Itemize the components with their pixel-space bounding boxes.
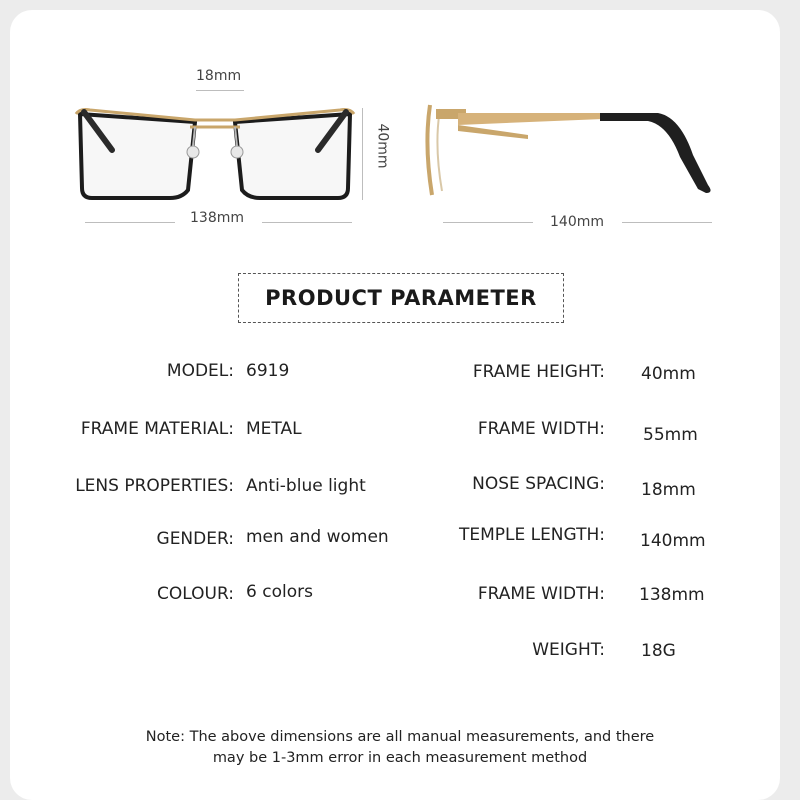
param-label-nose-spacing: NOSE SPACING: [472, 474, 605, 494]
param-value-model: 6919 [246, 361, 290, 381]
glasses-side-image [418, 95, 728, 205]
glasses-front-image [70, 100, 360, 210]
frame-width-dimension: 138mm [190, 210, 244, 226]
note-line-2: may be 1-3mm error in each measurement method [212, 750, 588, 766]
height-dimension: 40mm [374, 123, 391, 169]
param-label-material: FRAME MATERIAL: [80, 419, 234, 439]
section-title: PRODUCT PARAMETER [265, 286, 537, 310]
param-label-total-width: FRAME WIDTH: [477, 584, 605, 604]
bridge-dimension-line [196, 90, 244, 91]
param-value-frame-width: 55mm [643, 425, 698, 445]
param-value-temple-length: 140mm [640, 531, 706, 551]
section-title-box [238, 273, 564, 323]
param-label-lens: LENS PROPERTIES: [75, 476, 234, 496]
param-label-weight: WEIGHT: [532, 640, 605, 660]
param-value-weight: 18G [641, 641, 676, 661]
temple-line-left [443, 222, 533, 223]
height-dimension-line [362, 108, 363, 200]
param-label-frame-height: FRAME HEIGHT: [472, 362, 605, 382]
param-label-temple-length: TEMPLE LENGTH: [458, 525, 605, 545]
frame-width-line-left [85, 222, 175, 223]
param-value-colour: 6 colors [246, 582, 313, 602]
param-value-gender: men and women [246, 527, 389, 547]
note-line-1: Note: The above dimensions are all manual measurements, and there [145, 729, 655, 745]
param-label-gender: GENDER: [156, 529, 234, 549]
param-label-model: MODEL: [166, 361, 234, 381]
param-value-frame-height: 40mm [641, 364, 696, 384]
bridge-dimension: 18mm [196, 68, 242, 84]
param-label-frame-width: FRAME WIDTH: [477, 419, 605, 439]
param-value-nose-spacing: 18mm [641, 480, 696, 500]
param-value-lens: Anti-blue light [246, 476, 366, 496]
temple-dimension: 140mm [550, 214, 604, 230]
param-value-total-width: 138mm [639, 585, 705, 605]
param-value-material: METAL [246, 419, 302, 439]
param-label-colour: COLOUR: [157, 584, 234, 604]
temple-line-right [622, 222, 712, 223]
frame-width-line-right [262, 222, 352, 223]
